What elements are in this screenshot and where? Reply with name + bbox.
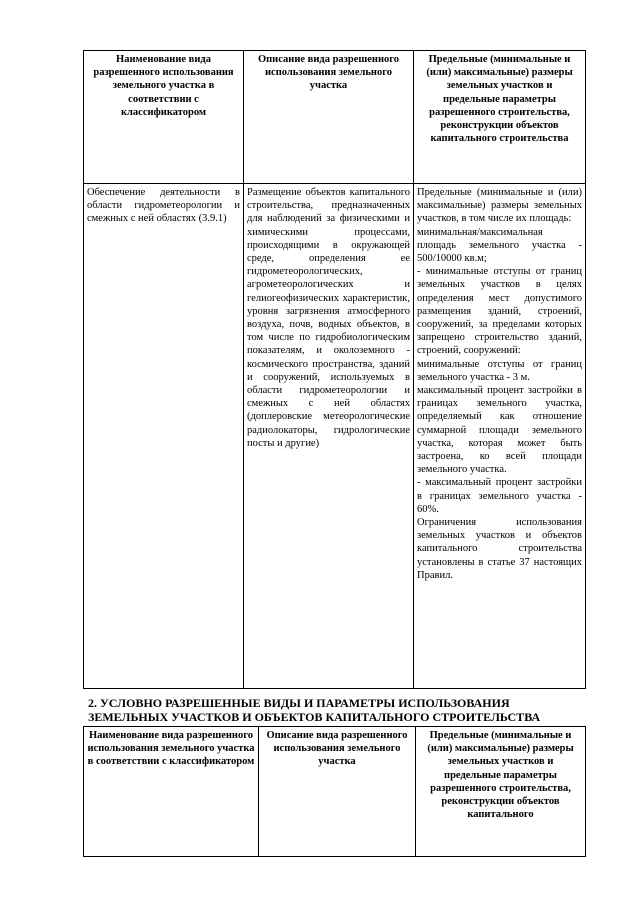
header-use-name: Наименование вида разрешенного использования земельного участка в соответствии с классификатором: [84, 727, 259, 857]
param-paragraph: минимальные отступы от границ земельного участка - 3 м.: [417, 358, 582, 383]
permitted-use-table: [83, 50, 586, 689]
param-paragraph: Предельные (минимальные и (или) максимальные) размеры земельных участков, в том числе их площадь:: [417, 187, 582, 225]
table-row: [84, 184, 586, 689]
cell-use-description: Размещение объектов капитального строительства, предназначенных для наблюдений за физическими и химическими процессами, происходящими в окружающей среде, определения ее гидрометеорологических, агрометеорологических и гелиогеофизических характеристик, уровня загрязнения атмосферного воздуха, почв, водных объектов, в том числе по гидробиологическим показателям, и околоземного - космического пространства, зданий и сооружений, используемых в области гидрометеорологии и смежных с ней областях (доплеровские метеорологические радиолокаторы, гидрологические посты и другие): [244, 184, 414, 689]
param-paragraph: максимальный процент застройки в границах земельного участка, определяемый как отношение суммарной площади земельного участка, которая может быть застроена, ко всей площади земельного участка.: [417, 385, 582, 476]
header-use-description: Описание вида разрешенного использования земельного участка: [244, 51, 414, 184]
param-paragraph: Ограничения использования земельных участков и объектов капитального строительства установлены в статье 37 настоящих Правил.: [417, 517, 582, 581]
param-paragraph: минимальная/максимальная площадь земельного участка - 500/10000 кв.м;: [417, 226, 582, 265]
param-paragraph: - минимальные отступы от границ земельных участков в целях определения мест допустимого размещения зданий, строений, сооружений, за пределами которых запрещено строительство зданий, строений, сооружений:: [417, 266, 582, 357]
header-use-name: Наименование вида разрешенного использования земельного участка в соответствии с классификатором: [84, 51, 244, 184]
param-paragraph: - максимальный процент застройки в границах земельного участка - 60%.: [417, 477, 582, 515]
header-limit-params: Предельные (минимальные и (или) максимальные) размеры земельных участков и предельные параметры разрешенного строительства, реконструкции объектов капитального строительства: [414, 51, 586, 184]
conditional-use-table: [83, 726, 586, 857]
header-use-description: Описание вида разрешенного использования земельного участка: [259, 727, 416, 857]
cell-use-name: Обеспечение деятельности в области гидрометеорологии и смежных с ней областях (3.9.1): [84, 184, 244, 689]
table-header-row: [84, 727, 586, 857]
section-heading: 2. УСЛОВНО РАЗРЕШЕННЫЕ ВИДЫ И ПАРАМЕТРЫ ИСПОЛЬЗОВАНИЯ ЗЕМЕЛЬНЫХ УЧАСТКОВ И ОБЪЕКТОВ КАПИТАЛЬНОГО СТРОИТЕЛЬСТВА: [88, 696, 541, 724]
table-header-row: [84, 51, 586, 184]
header-limit-params: Предельные (минимальные и (или) максимальные) размеры земельных участков и предельные параметры разрешенного строительства, реконструкции объектов капитального: [416, 727, 586, 857]
cell-limit-params: [414, 184, 586, 689]
